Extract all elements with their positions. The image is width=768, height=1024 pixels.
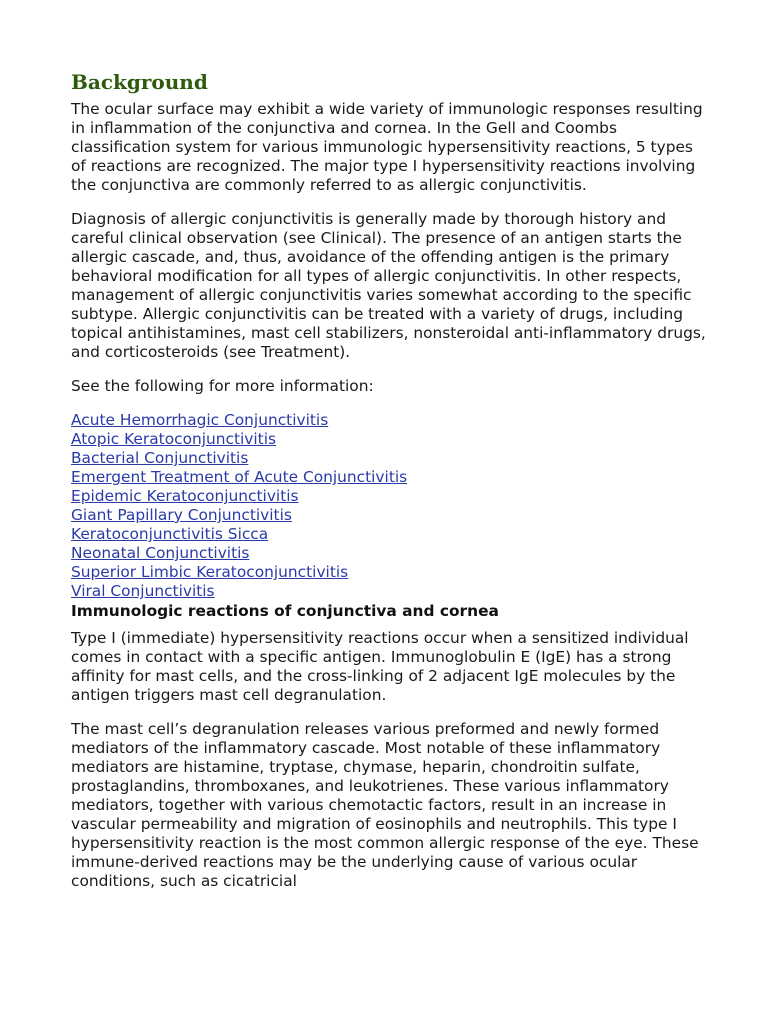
background-paragraph-1: The ocular surface may exhibit a wide variety of immunologic responses resulting in inflammation of the conjunctiva and cornea. In the Gell and Coombs classification system for various immunologic hypersensitivity reactions, 5 types of reactions are recognized. The major type I hypersensitivity reactions involving the conjunctiva are commonly referred to as allergic conjunctivitis. bbox=[71, 100, 703, 194]
list-item bbox=[71, 544, 711, 563]
immunologic-paragraph-1: Type I (immediate) hypersensitivity reactions occur when a sensitized individual comes in contact with a specific antigen. Immunoglobulin E (IgE) has a strong affinity for mast cells, and the cross-linking of 2 adjacent IgE molecules by the antigen triggers mast cell degranulation. bbox=[71, 629, 689, 704]
link-superior-limbic-keratoconjunctivitis[interactable]: Superior Limbic Keratoconjunctivitis bbox=[71, 563, 349, 581]
related-links-list bbox=[71, 411, 711, 601]
background-paragraph-2: Diagnosis of allergic conjunctivitis is generally made by thorough history and careful clinical observation (see Clinical). The presence of an antigen starts the allergic cascade, and, thus, avoidance of the offending antigen is the primary behavioral modification for all types of allergic conjunctivitis. In other respects, management of allergic conjunctivitis varies somewhat according to the specific subtype. Allergic conjunctivitis can be treated with a variety of drugs, including topical antihistamines, mast cell stabilizers, nonsteroidal anti-inflammatory drugs, and corticosteroids (see Treatment). bbox=[71, 210, 706, 361]
link-emergent-treatment-acute-conjunctivitis[interactable]: Emergent Treatment of Acute Conjunctivitis bbox=[71, 468, 408, 486]
list-item bbox=[71, 563, 711, 582]
see-also-intro: See the following for more information: bbox=[71, 377, 374, 395]
article-page bbox=[71, 68, 711, 906]
list-item bbox=[71, 449, 711, 468]
link-viral-conjunctivitis[interactable]: Viral Conjunctivitis bbox=[71, 582, 215, 600]
immunologic-heading: Immunologic reactions of conjunctiva and cornea bbox=[71, 602, 499, 620]
link-epidemic-keratoconjunctivitis[interactable]: Epidemic Keratoconjunctivitis bbox=[71, 487, 299, 505]
list-item bbox=[71, 525, 711, 544]
list-item bbox=[71, 468, 711, 487]
background-heading: Background bbox=[71, 70, 208, 94]
link-atopic-keratoconjunctivitis[interactable]: Atopic Keratoconjunctivitis bbox=[71, 430, 277, 448]
link-bacterial-conjunctivitis[interactable]: Bacterial Conjunctivitis bbox=[71, 449, 249, 467]
list-item bbox=[71, 430, 711, 449]
link-keratoconjunctivitis-sicca[interactable]: Keratoconjunctivitis Sicca bbox=[71, 525, 269, 543]
list-item bbox=[71, 582, 711, 601]
list-item bbox=[71, 506, 711, 525]
link-acute-hemorrhagic-conjunctivitis[interactable]: Acute Hemorrhagic Conjunctivitis bbox=[71, 411, 329, 429]
link-giant-papillary-conjunctivitis[interactable]: Giant Papillary Conjunctivitis bbox=[71, 506, 292, 524]
link-neonatal-conjunctivitis[interactable]: Neonatal Conjunctivitis bbox=[71, 544, 250, 562]
list-item bbox=[71, 487, 711, 506]
list-item bbox=[71, 411, 711, 430]
immunologic-paragraph-2: The mast cell’s degranulation releases various preformed and newly formed mediators of the inflammatory cascade. Most notable of these inflammatory mediators are histamine, tryptase, chymase, heparin, chondroitin sulfate, prostaglandins, thromboxanes, and leukotrienes. These various inflammatory mediators, together with various chemotactic factors, result in an increase in vascular permeability and migration of eosinophils and neutrophils. This type I hypersensitivity reaction is the most common allergic response of the eye. These immune-derived reactions may be the underlying cause of various ocular conditions, such as cicatricial bbox=[71, 720, 699, 890]
